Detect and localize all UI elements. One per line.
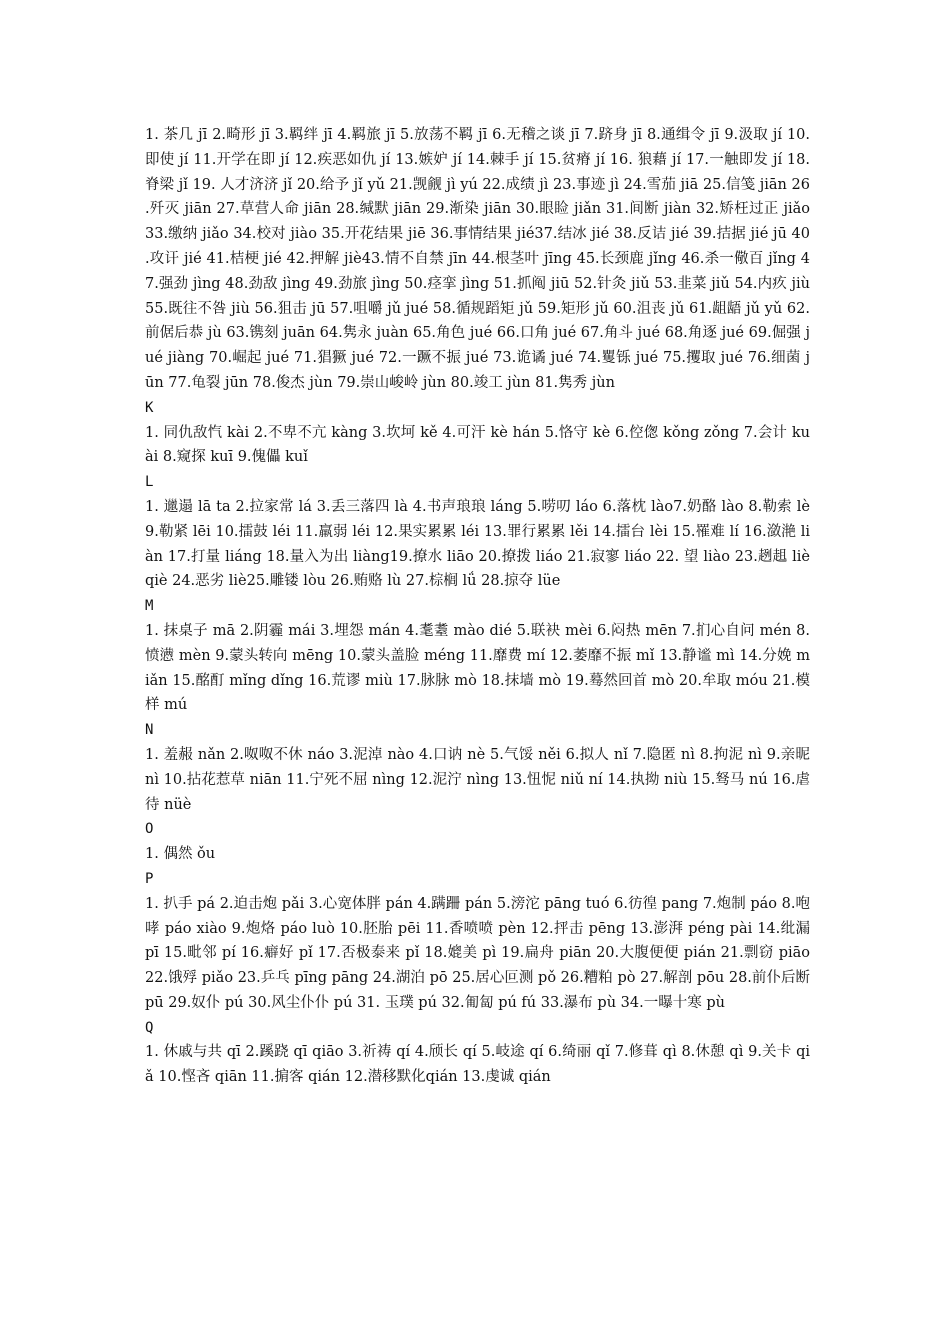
section-m-body: 1. 抹桌子 mā 2.阴霾 mái 3.埋怨 mán 4.耄耋 mào dié 5.联袂 mèi 6.闷热 mēn 7.扪心自问 mén 8.愤懑 mèn 9.蒙头转向 mēng 10.蒙头盖脸 méng 11.靡费 mí 12.萎靡不振 mǐ 13.静谧 mì 14.分娩 miǎn 15.酩酊 mǐng dǐng 16.荒谬 miù 17.脉脉 mò 18.抹墙 mò 19.蓦然回首 mò 20.牟取 móu 21.模样 mú bbox=[145, 622, 810, 714]
section-q-heading: Q bbox=[145, 1019, 154, 1036]
section-k-heading: K bbox=[145, 399, 154, 416]
section-j-body: 1. 茶几 jī 2.畸形 jī 3.羁绊 jī 4.羁旅 jī 5.放荡不羁 jī 6.无稽之谈 jī 7.跻身 jī 8.通缉令 jī 9.汲取 jí 10.即使 jí 11.开学在即 jí 12.疾恶如仇 jí 13.嫉妒 jí 14.棘手 jí 15.贫瘠 jí 16. 狼藉 jí 17.一触即发 jí 18.脊梁 jǐ 19. 人才济济 jǐ 20.给予 jǐ yǔ 21.觊觎 jì yú 22.成绩 jì 23.事迹 jì 24.雪茄 jiā 25.信笺 jiān 26.歼灭 jiān 27.草营人命 jiān 28.缄默 jiān 29.渐染 jiān 30.眼睑 jiǎn 31.间断 jiàn 32.矫枉过正 jiǎo 33.缴纳 jiǎo 34.校对 jiào 35.开花结果 jiē 36.事情结果 jié37.结冰 jié 38.反诘 jié 39.拮据 jié jū 40.攻讦 jié 41.桔梗 jié 42.押解 jiè43.情不自禁 jīn 44.根茎叶 jīng 45.长颈鹿 jǐng 46.杀一儆百 jǐng 47.强劲 jìng 48.劲敌 jìng 49.劲旅 jìng 50.痉挛 jìng 51.抓阄 jiū 52.针灸 jiǔ 53.韭菜 jiǔ 54.内疚 jiù 55.既往不咎 jiù 56.狙击 jū 57.咀嚼 jǔ jué 58.循规蹈矩 jǔ 59.矩形 jǔ 60.沮丧 jǔ 61.龃龉 jǔ yǔ 62.前倨后恭 jù 63.镌刻 juān 64.隽永 juàn 65.角色 jué 66.口角 jué 67.角斗 jué 68.角逐 jué 69.倔强 jué jiàng 70.崛起 jué 71.猖獗 jué 72.一蹶不振 jué 73.诡谲 jué 74.矍铄 jué 75.攫取 jué 76.细菌 jūn 77.龟裂 jūn 78.俊杰 jùn 79.崇山峻岭 jùn 80.竣工 jùn 81.隽秀 jùn bbox=[145, 127, 810, 391]
section-n-heading: N bbox=[145, 722, 154, 739]
section-k-body: 1. 同仇敌忾 kài 2.不卑不亢 kàng 3.坎坷 kě 4.可汗 kè hán 5.恪守 kè 6.倥偬 kǒng zǒng 7.会计 kuài 8.窥探 kuī 9.傀儡 kuǐ bbox=[145, 424, 810, 466]
section-n-body: 1. 羞赧 nǎn 2.呶呶不休 náo 3.泥淖 nào 4.口讷 nè 5.气馁 něi 6.拟人 nǐ 7.隐匿 nì 8.拘泥 nì 9.亲昵 nì 10.拈花惹草 niān 11.宁死不屈 nìng 12.泥泞 nìng 13.忸怩 niǔ ní 14.执拗 niù 15.驽马 nú 16.虐待 nüè bbox=[145, 746, 810, 813]
section-m-heading: M bbox=[145, 598, 154, 615]
section-q-body: 1. 休戚与共 qī 2.蹊跷 qī qiāo 3.祈祷 qí 4.颀长 qí 5.岐途 qí 6.绮丽 qǐ 7.修葺 qì 8.休憩 qì 9.关卡 qiǎ 10.悭吝 qiān 11.掮客 qián 12.潜移默化qián 13.虔诚 qián bbox=[145, 1044, 810, 1086]
section-p-heading: P bbox=[145, 870, 154, 887]
document-page bbox=[145, 123, 810, 1090]
section-o-heading: O bbox=[145, 821, 154, 838]
section-o-body: 1. 偶然 ǒu bbox=[145, 846, 216, 863]
section-p-body: 1. 扒手 pá 2.迫击炮 pǎi 3.心宽体胖 pán 4.蹒跚 pán 5.滂沱 pāng tuó 6.彷徨 pang 7.炮制 páo 8.咆哮 páo xiào 9.炮烙 páo luò 10.胚胎 pēi 11.香喷喷 pèn 12.抨击 pēng 13.澎湃 péng pài 14.纰漏 pī 15.毗邻 pí 16.癖好 pǐ 17.否极泰来 pǐ 18.媲美 pì 19.扁舟 piān 20.大腹便便 pián 21.剽窃 piāo 22.饿殍 piǎo 23.乒乓 pīng pāng 24.湖泊 pō 25.居心叵测 pǒ 26.糟粕 pò 27.解剖 pōu 28.前仆后断 pū 29.奴仆 pú 30.风尘仆仆 pú 31. 玉璞 pú 32.匍匐 pú fú 33.瀑布 pù 34.一曝十寒 pù bbox=[145, 895, 810, 1011]
section-l-body: 1. 邋遢 lā ta 2.拉家常 lá 3.丢三落四 là 4.书声琅琅 láng 5.唠叨 láo 6.落枕 lào7.奶酪 lào 8.勒索 lè 9.勒紧 lēi 10.擂鼓 léi 11.羸弱 léi 12.果实累累 léi 13.罪行累累 lěi 14.擂台 lèi 15.罹难 lí 16.潋滟 liàn 17.打量 liáng 18.量入为出 liàng19.撩水 liāo 20.撩拨 liáo 21.寂寥 liáo 22. 望 liào 23.趔趄 liè qiè 24.恶劣 liè25.雕镂 lòu 26.贿赂 lù 27.棕榈 lǘ 28.掠夺 lüe bbox=[145, 498, 810, 590]
section-l-heading: L bbox=[145, 474, 154, 491]
